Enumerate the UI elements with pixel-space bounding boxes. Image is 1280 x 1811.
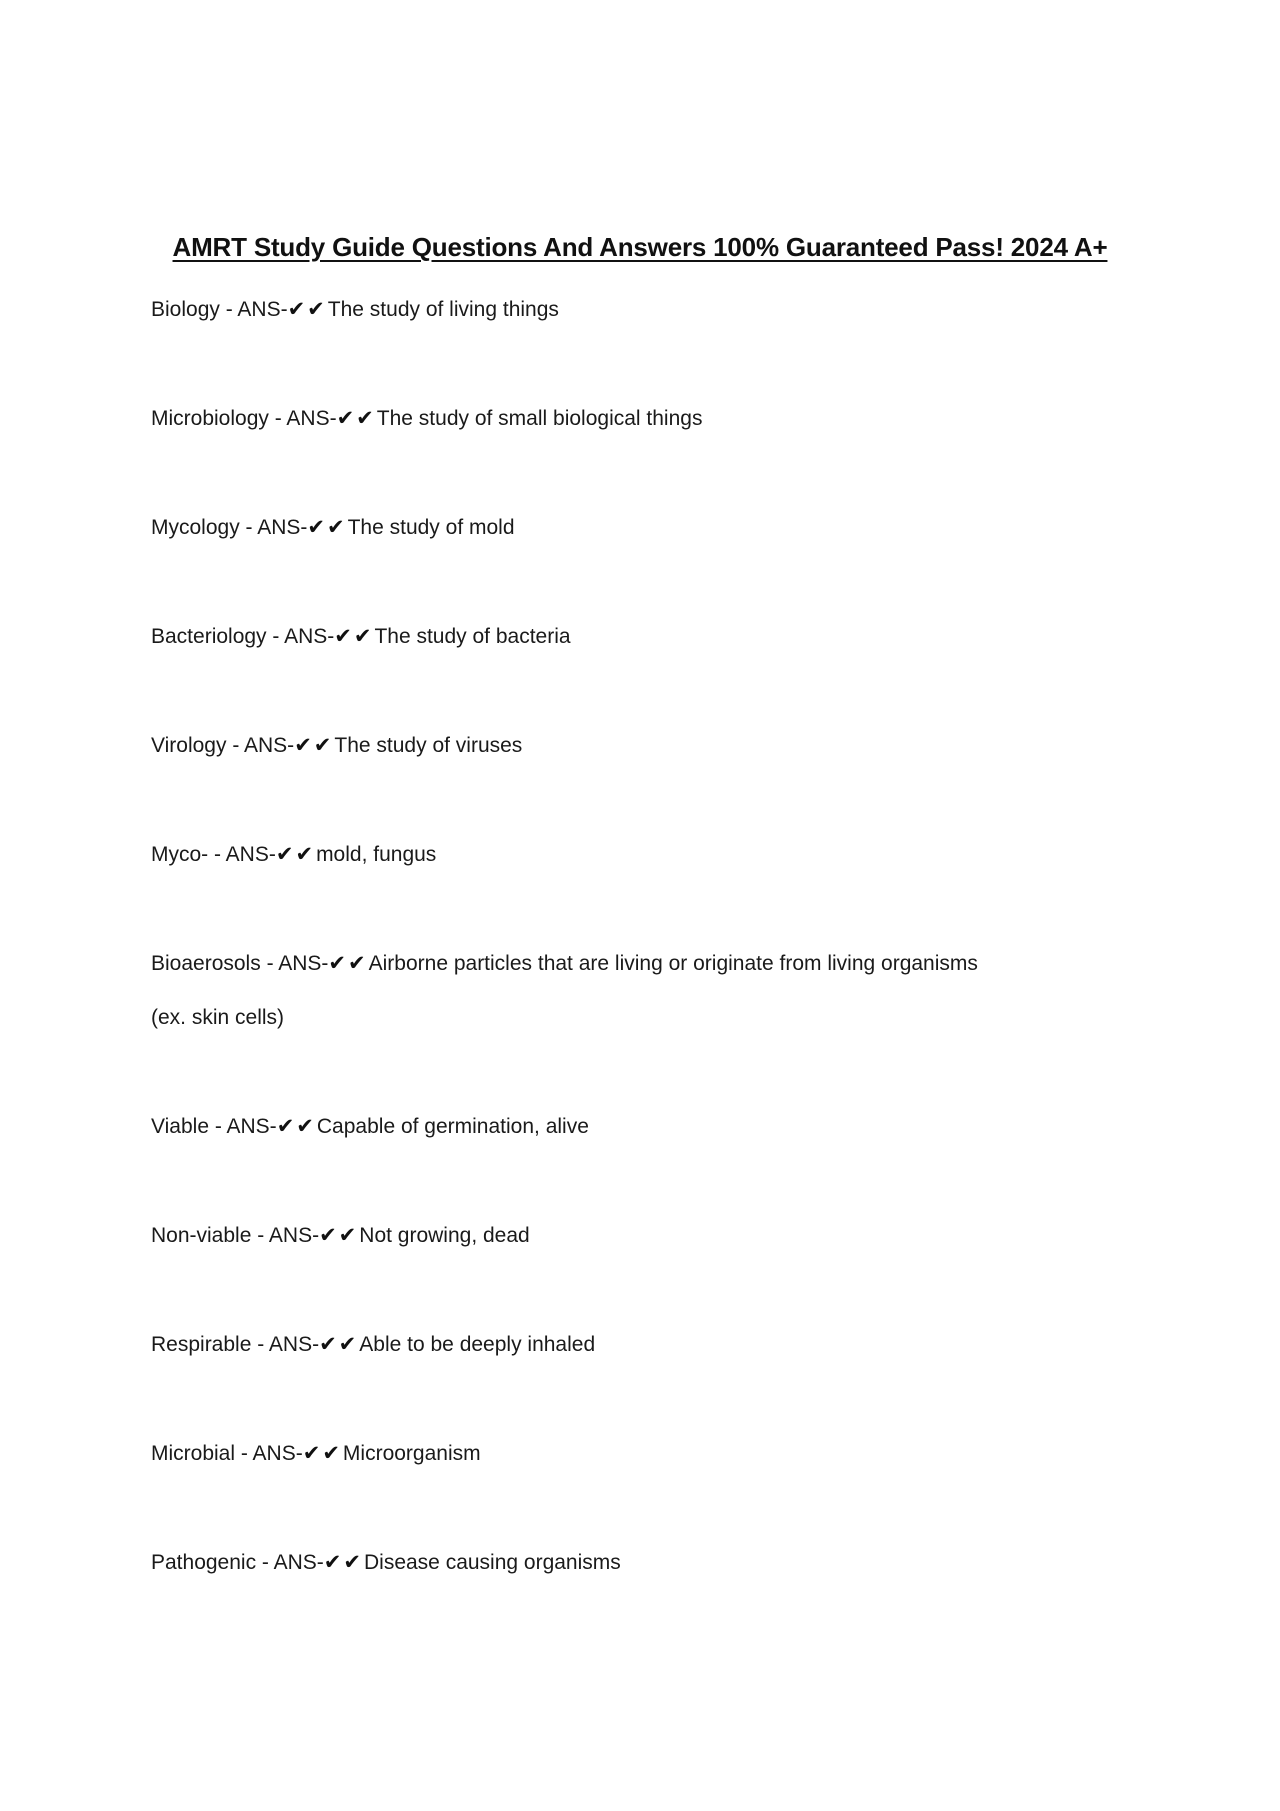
document-title: AMRT Study Guide Questions And Answers 100% Guaranteed Pass! 2024 A+ xyxy=(172,232,1108,262)
entry-definition: Able to be deeply inhaled xyxy=(359,1333,596,1356)
entry-term: Biology xyxy=(151,298,220,321)
entry-definition: Microorganism xyxy=(342,1442,481,1465)
entry-definition: The study of mold xyxy=(347,516,515,539)
entry-definition: Disease causing organisms xyxy=(363,1551,621,1574)
answer-separator: - ANS- xyxy=(251,1224,320,1247)
answer-separator: - ANS- xyxy=(209,1115,277,1138)
entry-definition: The study of living things xyxy=(327,298,559,321)
entry-definition: Capable of germination, alive xyxy=(316,1115,589,1138)
entry-definition: The study of viruses xyxy=(334,734,523,757)
check-mark-icon: ✔✔ xyxy=(287,297,327,321)
entry-term: Myco- xyxy=(151,843,209,866)
check-mark-icon: ✔✔ xyxy=(334,624,374,648)
qa-entry-biology xyxy=(151,296,559,323)
answer-separator: - ANS- xyxy=(235,1442,303,1465)
answer-separator: - ANS- xyxy=(208,843,276,866)
answer-separator: - ANS- xyxy=(251,1333,320,1356)
check-mark-icon: ✔✔ xyxy=(323,1550,363,1574)
qa-entry-mycology xyxy=(151,514,515,541)
entry-definition: mold, fungus xyxy=(316,843,437,866)
qa-entry-pathogenic xyxy=(151,1549,621,1576)
qa-entry-myco xyxy=(151,841,436,868)
check-mark-icon: ✔✔ xyxy=(294,733,334,757)
entry-definition: The study of small biological things xyxy=(376,407,703,430)
check-mark-icon: ✔✔ xyxy=(336,406,376,430)
entry-term: Bacteriology xyxy=(151,625,267,648)
qa-entry-respirable xyxy=(151,1331,595,1358)
answer-separator: - ANS- xyxy=(226,734,295,757)
check-mark-icon: ✔✔ xyxy=(302,1441,342,1465)
qa-entry-microbiology xyxy=(151,405,702,432)
qa-entry-bacteriology xyxy=(151,623,571,650)
entry-term: Microbial xyxy=(151,1442,236,1465)
entry-definition: The study of bacteria xyxy=(374,625,571,648)
qa-entry-bioaerosols xyxy=(151,950,978,1031)
entry-definition-continuation: (ex. skin cells) xyxy=(151,1006,285,1029)
check-mark-icon: ✔✔ xyxy=(307,515,347,539)
entry-term: Non-viable xyxy=(151,1224,252,1247)
entry-term: Mycology xyxy=(151,516,240,539)
answer-separator: - ANS- xyxy=(256,1551,324,1574)
entry-term: Bioaerosols xyxy=(151,952,261,975)
check-mark-icon: ✔✔ xyxy=(328,951,368,975)
entry-term: Viable xyxy=(151,1115,209,1138)
answer-separator: - ANS- xyxy=(266,625,335,648)
entry-term: Pathogenic xyxy=(151,1551,257,1574)
qa-entry-microbial xyxy=(151,1440,481,1467)
qa-entry-viable xyxy=(151,1113,589,1140)
answer-separator: - ANS- xyxy=(260,952,329,975)
check-mark-icon: ✔✔ xyxy=(319,1223,359,1247)
check-mark-icon: ✔✔ xyxy=(276,1114,316,1138)
check-mark-icon: ✔✔ xyxy=(275,842,316,866)
entry-definition: Not growing, dead xyxy=(359,1224,530,1247)
entry-term: Respirable xyxy=(151,1333,252,1356)
entry-term: Microbiology xyxy=(151,407,269,430)
qa-entry-virology xyxy=(151,732,522,759)
answer-separator: - ANS- xyxy=(239,516,308,539)
check-mark-icon: ✔✔ xyxy=(319,1332,359,1356)
entry-definition: Airborne particles that are living or originate from living organisms xyxy=(368,952,978,975)
answer-separator: - ANS- xyxy=(268,407,337,430)
qa-entry-non-viable xyxy=(151,1222,530,1249)
entry-term: Virology xyxy=(151,734,227,757)
answer-separator: - ANS- xyxy=(219,298,288,321)
